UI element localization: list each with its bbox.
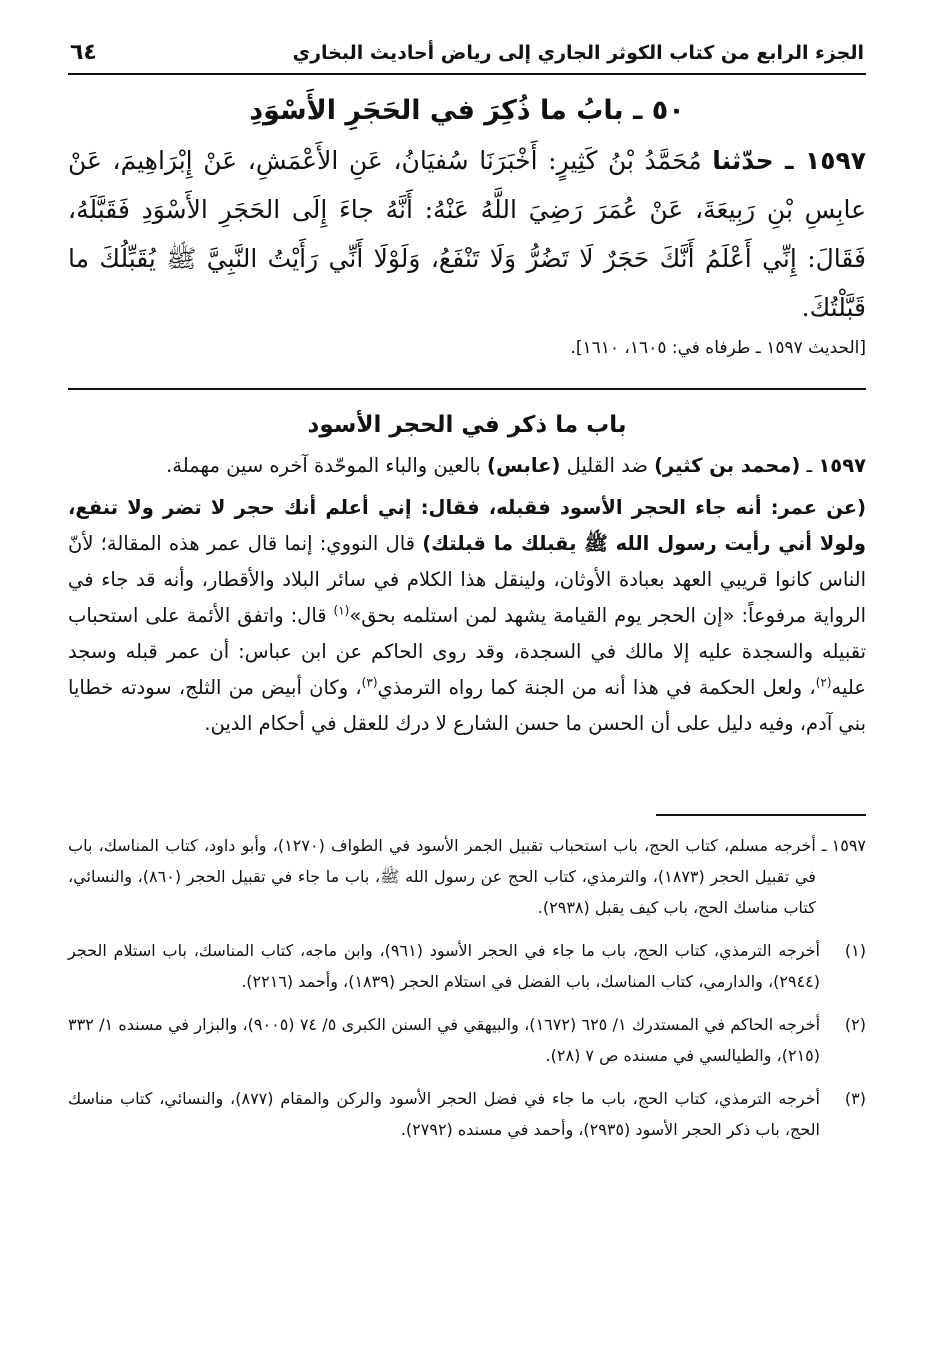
footnote-ref[interactable]: (٣) [361,675,378,690]
footnote-rule [656,814,866,816]
footnote [68,935,866,997]
hadith-body: مُحَمَّدُ بْنُ كَثِيرٍ: أَخْبَرَنَا سُفيَانُ، عَنِ الأَعْمَشِ، عَنْ إِبْرَاهِيمَ، عَنْ عابِسِ بْنِ رَبِيعَةَ، عَنْ عُمَرَ رَضِيَ اللَّهُ عَنْهُ: أَنَّهُ جاءَ إِلَى الحَجَرِ الأَسْوَدِ فَقَبَّلَهُ، فَقَالَ: إِنِّي أَعْلَمُ أَنَّكَ حَجَرٌ لَا تَضُرُّ وَلَا تَنْفَعُ، وَلَوْلَا أَنِّي رَأَيْتُ النَّبِيَّ ﷺ يُقَبِّلُكَ ما قَبَّلْتُكَ. [68,146,866,322]
chapter-title: ٥٠ ـ بابُ ما ذُكِرَ في الحَجَرِ الأَسْوَدِ [249,95,685,126]
commentary [68,448,866,742]
footnote-ref[interactable]: (١) [333,603,350,618]
hadith-lead: ١٥٩٧ ـ حدّثنا [712,146,866,175]
footnote-ref[interactable]: (٢) [815,675,832,690]
commentary-text: ضد القليل [560,454,655,477]
hadith-number: ١٥٩٧ [818,454,866,477]
commentary-text: قال: واتفق الأئمة على استحباب تقبيله والسجدة عليه إلا مالك في السجدة، وقد روى الحاكم عن ابن عباس: أن عمر قبله وسجد عليه [68,604,866,699]
footnote [68,1009,866,1071]
footnote-mark: (١) [844,941,866,960]
footnote-text: أخرجه مسلم، كتاب الحج، باب استحباب تقبيل الجمر الأسود في الطواف (١٢٧٠)، وأبو داود، كتاب المناسك، باب في تقبيل الحجر (١٨٧٣)، والترمذي، كتاب الحج عن رسول الله ﷺ، باب ما جاء في تقبيل الحجر (٨٦٠)، والنسائي، كتاب مناسك الحج، باب كيف يقبل (٢٩٣٨). [68,836,816,917]
commentary-text: بالعين والباء الموحّدة آخره سين مهملة. [166,454,488,477]
footnote-text: أخرجه الترمذي، كتاب الحج، باب ما جاء في فضل الحجر الأسود والركن والمقام (٨٧٧)، والنسائي، كتاب مناسك الحج، باب ذكر الحجر الأسود (٢٩٣٥)، وأحمد في مسنده (٢٧٩٢). [68,1089,821,1139]
commentary-paragraph [68,448,866,484]
commentary-paragraph [68,490,866,742]
running-title: الجزء الرابع من كتاب الكوثر الجاري إلى رياض أحاديث البخاري [292,42,864,64]
commentary-title: باب ما ذكر في الحجر الأسود [307,412,627,438]
commentary-text: ، ولعل الحكمة في هذا أنه من الجنة كما رواه الترمذي [377,676,816,699]
commentary-text: ، وكان أبيض من الثلج، سودته خطايا بني آدم، وفيه دليل على أن الحسن ما حسن الشارع لا درك للعقل في أحكام الدين. [68,676,866,735]
running-header [68,40,866,75]
quoted-hadith: (عن عمر: أنه جاء الحجر الأسود فقبله، فقال: إني أعلم أنك حجر لا تضر ولا تنفع، ولولا أني رأيت رسول الله ﷺ يقبلك ما قبلتك) [68,496,866,555]
footnotes [68,830,866,1145]
footnote-mark: (٣) [844,1089,866,1108]
footnote-text: أخرجه الحاكم في المستدرك ١/ ٦٢٥ (١٦٧٢)، والبيهقي في السنن الكبرى ٥/ ٧٤ (٩٠٠٥)، والبزار في مسنده ١/ ٣٣٢ (٢١٥)، والطيالسي في مسنده ص ٧ (٢٨). [68,1015,821,1065]
commentary-text: ـ [800,454,819,477]
footnote-mark: (٢) [844,1015,866,1034]
narrator-name: (محمد بن كثير) [654,454,801,477]
page-number: ٦٤ [70,40,97,65]
footnote [68,1083,866,1145]
hadith-cross-reference: [الحديث ١٥٩٧ ـ طرفاه في: ١٦٠٥، ١٦١٠]. [570,338,866,358]
commentary-text: قال النووي: إنما قال عمر هذه المقالة؛ لأنّ الناس كانوا قريبي العهد بعبادة الأوثان، ولينقل هذا الكلام في سائر البلاد والأقطار، وأنه قد جاء في الرواية مرفوعاً: «إن الحجر يوم القيامة يشهد لمن استلمه بحق» [68,532,866,627]
section-divider [68,388,866,390]
footnote-text: أخرجه الترمذي، كتاب الحج، باب ما جاء في الحجر الأسود (٩٦١)، وابن ماجه، كتاب المناسك، باب استلام الحجر (٢٩٤٤)، والدارمي، كتاب المناسك، باب الفضل في استلام الحجر (١٨٣٩)، وأحمد (٢٢١٦). [68,941,820,991]
footnote [68,830,866,923]
footnote-mark: ١٥٩٧ ـ [821,836,866,855]
hadith-text [68,136,866,332]
narrator-name: (عابس) [487,454,561,477]
